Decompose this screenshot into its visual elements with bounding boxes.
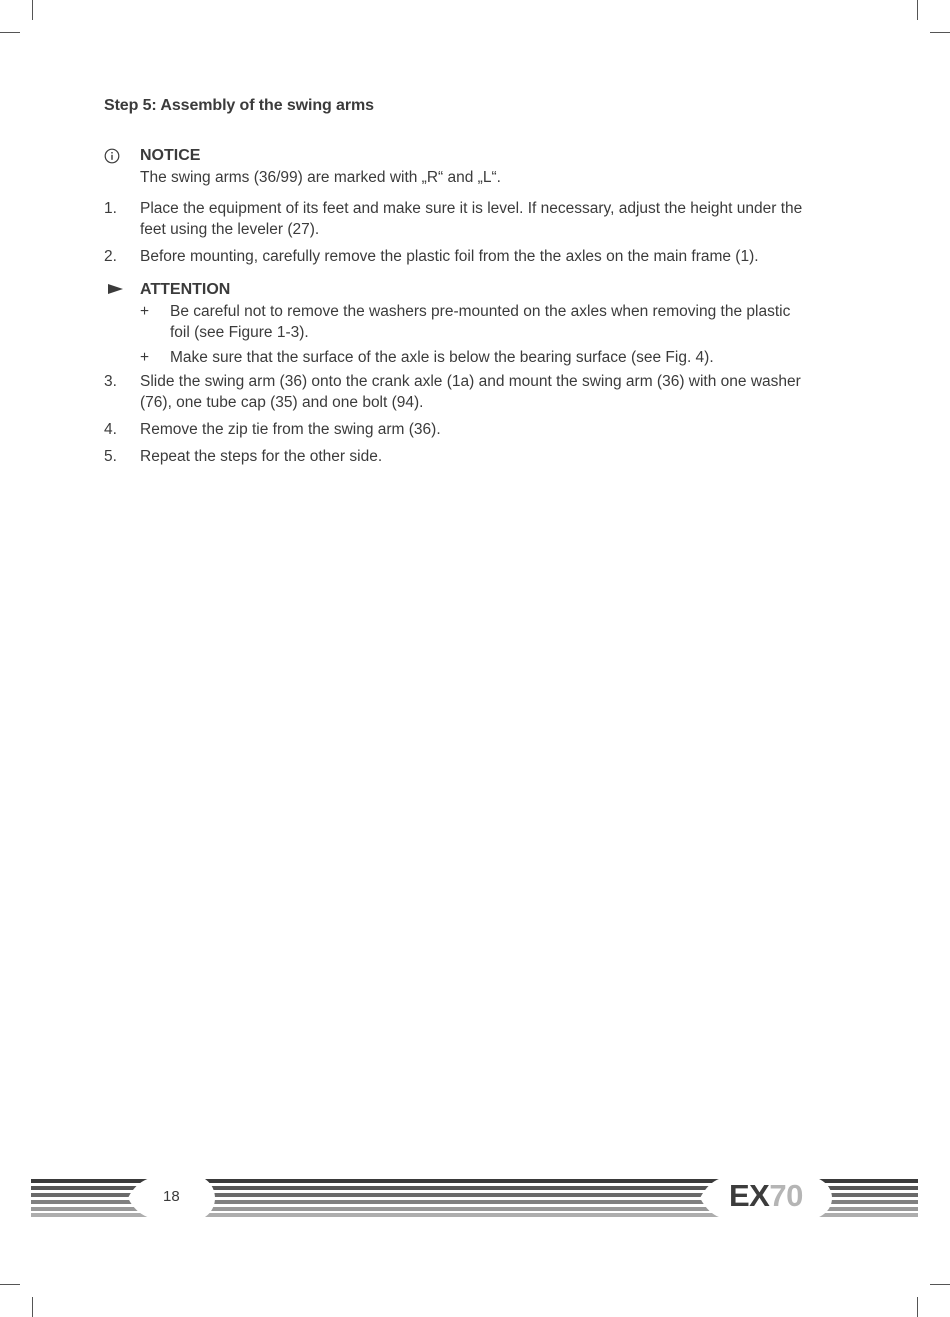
crop-mark [917, 1297, 918, 1317]
page-number: 18 [163, 1188, 180, 1205]
crop-mark [32, 1297, 33, 1317]
brand-part-70: 70 [769, 1178, 803, 1213]
list-item [104, 446, 849, 467]
step-number: 4. [104, 421, 117, 438]
attention-text-line: Make sure that the surface of the axle is below the bearing surface (see Fig. 4). [170, 349, 714, 366]
list-item [104, 198, 849, 240]
notice-label: NOTICE [140, 147, 201, 164]
step-title: Assembly of the swing arms [160, 97, 374, 114]
step-text-line: feet using the leveler (27). [140, 221, 320, 238]
attention-label: ATTENTION [140, 281, 231, 298]
step-text-line: (76), one tube cap (35) and one bolt (94). [140, 394, 424, 411]
notice-text: The swing arms (36/99) are marked with „R“ and „L“. [140, 169, 501, 186]
attention-block [104, 279, 849, 369]
step-number: 2. [104, 248, 117, 265]
brand-logo [729, 1178, 803, 1214]
step-text-line: Remove the zip tie from the swing arm (36). [140, 421, 441, 438]
attention-text-line: foil (see Figure 1-3). [170, 324, 309, 341]
step-text-line: Before mounting, carefully remove the plastic foil from the the axles on the main frame (1). [140, 248, 759, 265]
footer-stripes [0, 1170, 950, 1226]
bullet-plus: + [140, 303, 150, 320]
crop-mark [0, 32, 20, 33]
crop-mark [0, 1284, 20, 1285]
bullet-plus: + [140, 349, 150, 366]
step-text-line: Slide the swing arm (36) onto the crank axle (1a) and mount the swing arm (36) with one washer [140, 373, 801, 390]
attention-text-line: Be careful not to remove the washers pre-mounted on the axles when removing the plastic [170, 303, 791, 320]
crop-mark [930, 1284, 950, 1285]
step-text-line: Place the equipment of its feet and make sure it is level. If necessary, adjust the height under the [140, 200, 803, 217]
step-text-line: Repeat the steps for the other side. [140, 448, 383, 465]
crop-mark [32, 0, 33, 20]
notice-block [104, 145, 849, 189]
triangle-pointer-icon [104, 280, 124, 301]
list-item [104, 371, 849, 413]
step-number: 1. [104, 200, 117, 217]
list-item [104, 419, 849, 440]
step-number: 5. [104, 448, 117, 465]
crop-mark [930, 32, 950, 33]
step-label: Step 5: [104, 97, 157, 114]
brand-part-ex: EX [729, 1178, 770, 1213]
page-heading [104, 97, 374, 115]
crop-mark [917, 0, 918, 20]
info-circle-icon [104, 148, 120, 170]
list-item [104, 246, 849, 267]
step-number: 3. [104, 373, 117, 390]
